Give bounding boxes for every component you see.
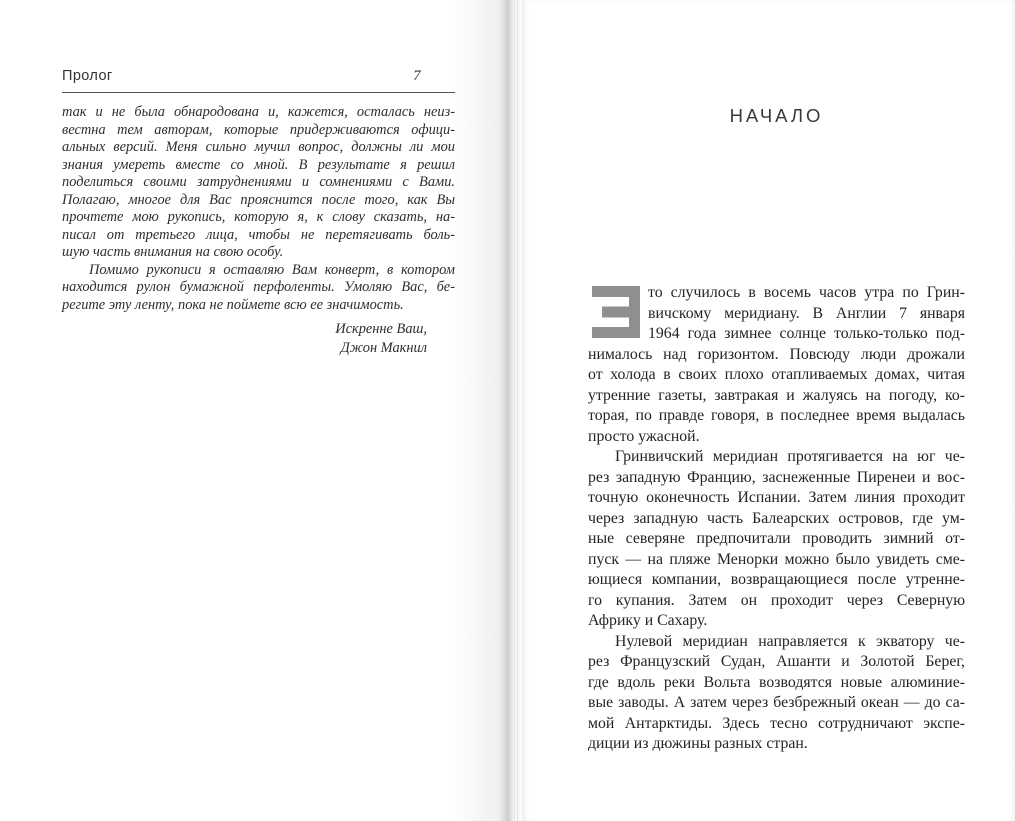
- signature-line-2: Джон Макнил: [340, 339, 427, 356]
- paragraph: [588, 447, 965, 632]
- signature-line-1: Искренне Ваш,: [335, 321, 427, 337]
- left-page: [0, 0, 500, 821]
- text-line: писал от третьего лица, чтобы не перетягивать боль-: [62, 226, 455, 243]
- text-line: вичскому меридиану. В Англии 7 января: [648, 304, 965, 322]
- text-line: мой Антарктиды. Здесь тесно сотрудничают экспе-: [588, 714, 965, 732]
- chapter-paragraphs: [588, 283, 965, 755]
- text-line: точную оконечность Испании. Затем линия проходит: [588, 489, 965, 506]
- text-line: Помимо рукописи я оставляю Вам конверт, в котором: [89, 261, 455, 278]
- paragraph: [62, 104, 455, 262]
- text-line: нималось над горизонтом. Повсюду люди дрожали: [588, 345, 965, 363]
- text-line: вые заводы. А затем через безбрежный океан — до са-: [588, 694, 965, 711]
- text-line: находится рулон бумажной перфоленты. Умоляю Вас, бе-: [62, 279, 455, 295]
- text-line: просто ужасной.: [588, 427, 700, 445]
- page-header: [62, 68, 455, 93]
- spine-shadow: [500, 0, 522, 821]
- text-line: го купания. Затем он проходит через Северную: [588, 591, 965, 609]
- text-line: альных версий. Меня сильно мучил вопрос, должны ли мои: [62, 139, 455, 155]
- chapter-title: НАЧАЛО: [729, 105, 824, 126]
- text-line: где вдоль реки Вольта возводятся новые алюминие-: [588, 673, 965, 691]
- text-line: пуск — на пляже Менорки можно было увидеть сме-: [588, 550, 965, 568]
- text-line: вестна тем авторам, которые придерживаются офици-: [62, 121, 455, 138]
- text-line: рез Французский Судан, Ашанти и Золотой Берег,: [588, 653, 965, 670]
- text-line: рез западную Францию, заснеженные Пиренеи и вос-: [588, 468, 965, 486]
- text-line: диции из дюжины разных стран.: [588, 735, 808, 752]
- running-title: Пролог: [62, 68, 113, 84]
- right-page: [522, 0, 1015, 821]
- text-line: знания умереть вместе со мной. В результате я решил: [62, 156, 455, 173]
- text-line: через западную часть Балеарских островов, где ум-: [588, 509, 965, 527]
- text-line: Полагаю, многое для Вас прояснится после того, как Вы: [62, 191, 455, 208]
- text-line: Африку и Сахару.: [588, 612, 708, 629]
- paragraph: [588, 632, 965, 755]
- text-line: Гринвичский меридиан протягивается на юг че-: [615, 448, 965, 465]
- text-line: ющиеся компании, возвращающиеся после утренне-: [588, 571, 965, 588]
- text-line: утренние газеты, завтракая и жалуясь на погоду, ко-: [588, 386, 965, 404]
- signature: [62, 320, 455, 357]
- text-line: шую часть внимания на свою особу.: [62, 244, 284, 260]
- text-line: от холода в своих плохо отапливаемых домах, читая: [588, 366, 965, 383]
- text-line: 1964 года зимнее солнце только-только под-: [648, 325, 965, 342]
- text-line: торая, по правде говоря, в последнее время выдалась: [588, 407, 965, 424]
- page-number: 7: [413, 68, 421, 84]
- chapter-text: [588, 283, 965, 755]
- text-line: регите эту ленту, пока не поймете всю ее значимость.: [62, 296, 404, 313]
- text-line: так и не была обнародована и, кажется, осталась неиз-: [62, 104, 455, 120]
- drop-cap-letter-icon: [588, 286, 646, 344]
- paragraph: [62, 262, 455, 315]
- text-line: ные северяне предпочитали проводить зимний от-: [588, 530, 965, 547]
- letter-text: [62, 104, 455, 314]
- text-line: прочтете мою рукопись, которую я, к слову сказать, на-: [62, 209, 455, 225]
- drop-cap-text: [588, 338, 589, 339]
- text-line: то случилось в восемь часов утра по Грин-: [648, 284, 965, 301]
- text-line: поделиться своими затруднениями и сомнениями с Вами.: [62, 174, 455, 190]
- text-line: Нулевой меридиан направляется к экватору че-: [615, 632, 965, 650]
